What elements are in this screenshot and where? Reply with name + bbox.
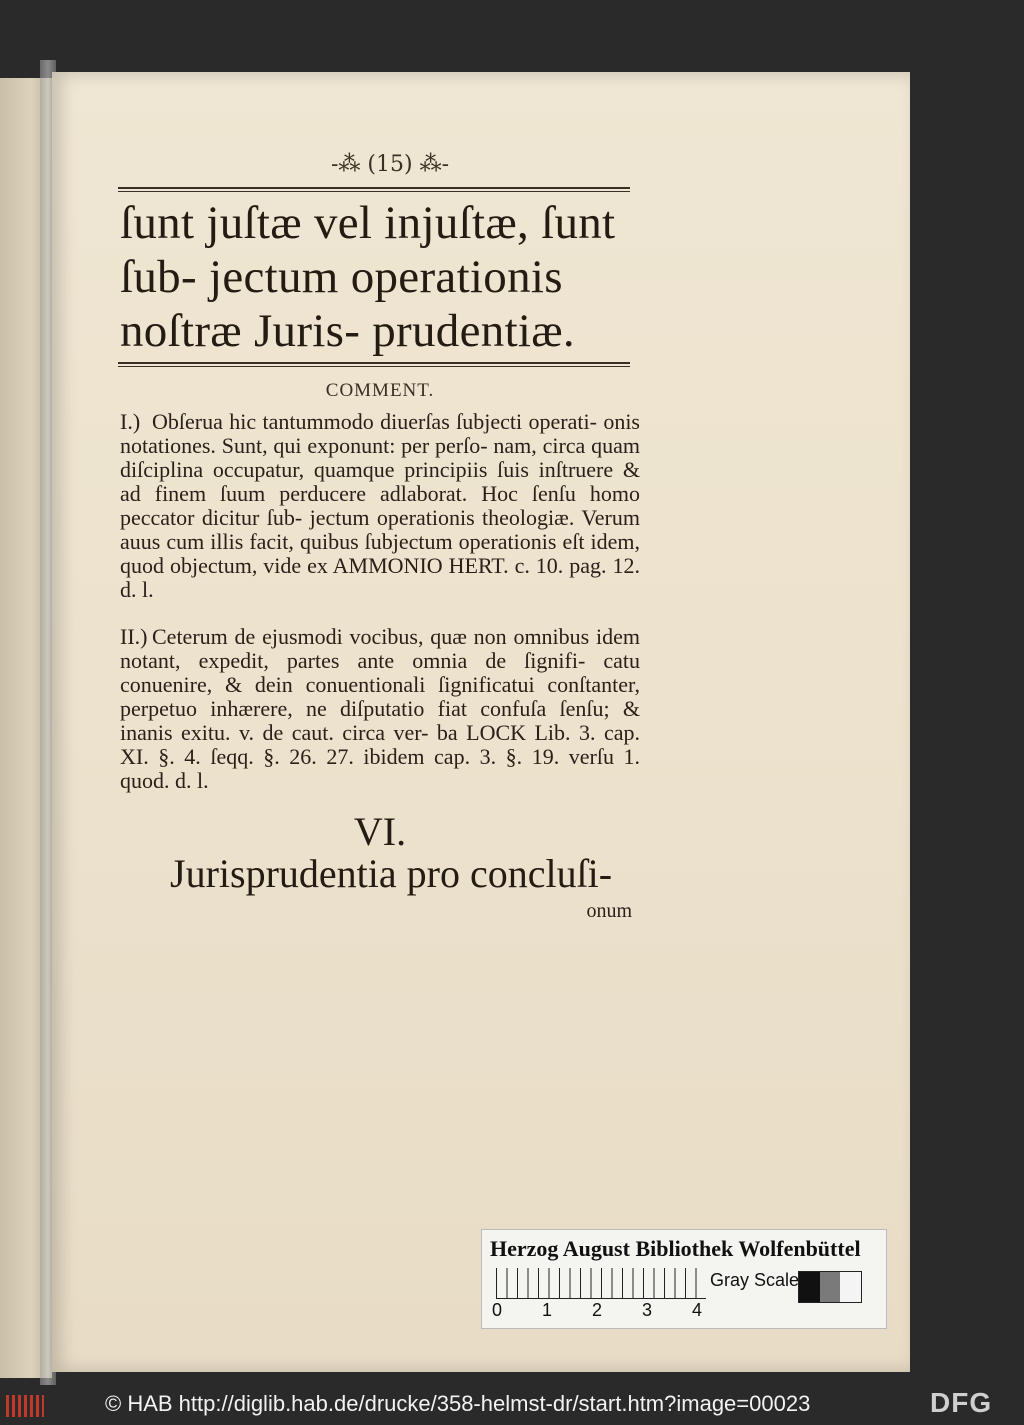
middle-rule bbox=[118, 362, 630, 364]
institution-name: Herzog August Bibliothek Wolfenbüttel bbox=[490, 1236, 861, 1261]
section-number: VI. bbox=[353, 809, 407, 854]
footer-url[interactable]: © HAB http://diglib.hab.de/drucke/358-helmst-dr/start.htm?image=00023 bbox=[105, 1391, 811, 1416]
section-title: Jurisprudentia pro concluſi- bbox=[170, 851, 613, 896]
dfg-logo: DFG bbox=[930, 1387, 993, 1418]
gray-swatch-mid bbox=[820, 1272, 841, 1302]
paragraph-number: I.) bbox=[120, 409, 141, 434]
footer-bar bbox=[0, 1385, 1024, 1425]
ruler-number: 0 bbox=[492, 1300, 503, 1320]
paragraph-text: Obſerua hic tantummodo diuerſas ſubjecti operati- onis notationes. Sunt, qui exponunt: per perſo- nam, circa quam diſciplina occupatur, quamque principiis ſuis inſtruere & ad finem ſuum perducere adlaborat. Hoc ſenſu homo peccator dicitur ſub- jectum operationis theologiæ. Verum auus cum illis facit, quibus ſubjectum operationis eſt idem, quod objectum, vide ex AMMONIO HERT. c. 10. pag. 12. d. l. bbox=[120, 409, 640, 602]
gray-swatch-light bbox=[840, 1272, 861, 1302]
paragraph-1 bbox=[120, 410, 640, 602]
gray-scale-label: Gray Scale bbox=[710, 1270, 800, 1290]
page-header: -⁂ (15) ⁂- bbox=[330, 152, 449, 177]
comment-heading: COMMENT. bbox=[325, 380, 435, 401]
ruler-number: 1 bbox=[542, 1300, 553, 1320]
page-title: ſunt juſtæ vel injuſtæ, ſunt ſub- jectum operationis noſtræ Juris- prudentiæ. bbox=[120, 197, 616, 357]
top-rule-thin bbox=[118, 191, 630, 192]
gray-swatch-dark bbox=[799, 1272, 820, 1302]
ruler-ticks bbox=[496, 1268, 706, 1299]
ruler-number: 3 bbox=[642, 1300, 653, 1320]
paragraph-2 bbox=[120, 625, 640, 793]
ruler-number: 2 bbox=[592, 1300, 603, 1320]
scale-ruler-card bbox=[481, 1229, 887, 1329]
top-rule bbox=[118, 187, 630, 189]
paragraph-text: Ceterum de ejusmodi vocibus, quæ non omnibus idem notant, expedit, partes ante omnia de ſignifi- catu conuenire, & dein conuentionali ſignificatui conſtanter, perpetuo inhærere, ne diſputatio fiat confuſa ſenſu; & inanis exitu. v. de caut. circa ver- ba LOCK Lib. 3. cap. XI. §. 4. ſeqq. §. 26. 27. ibidem cap. 3. §. 19. verſu 1. quod. d. l. bbox=[120, 624, 640, 793]
ruler-number: 4 bbox=[692, 1300, 703, 1320]
hab-logo-icon bbox=[6, 1395, 44, 1417]
gray-scale-swatches bbox=[798, 1271, 862, 1303]
catchword: onum bbox=[586, 900, 632, 922]
paragraph-number: II.) bbox=[120, 624, 148, 649]
middle-rule-thin bbox=[118, 366, 630, 367]
